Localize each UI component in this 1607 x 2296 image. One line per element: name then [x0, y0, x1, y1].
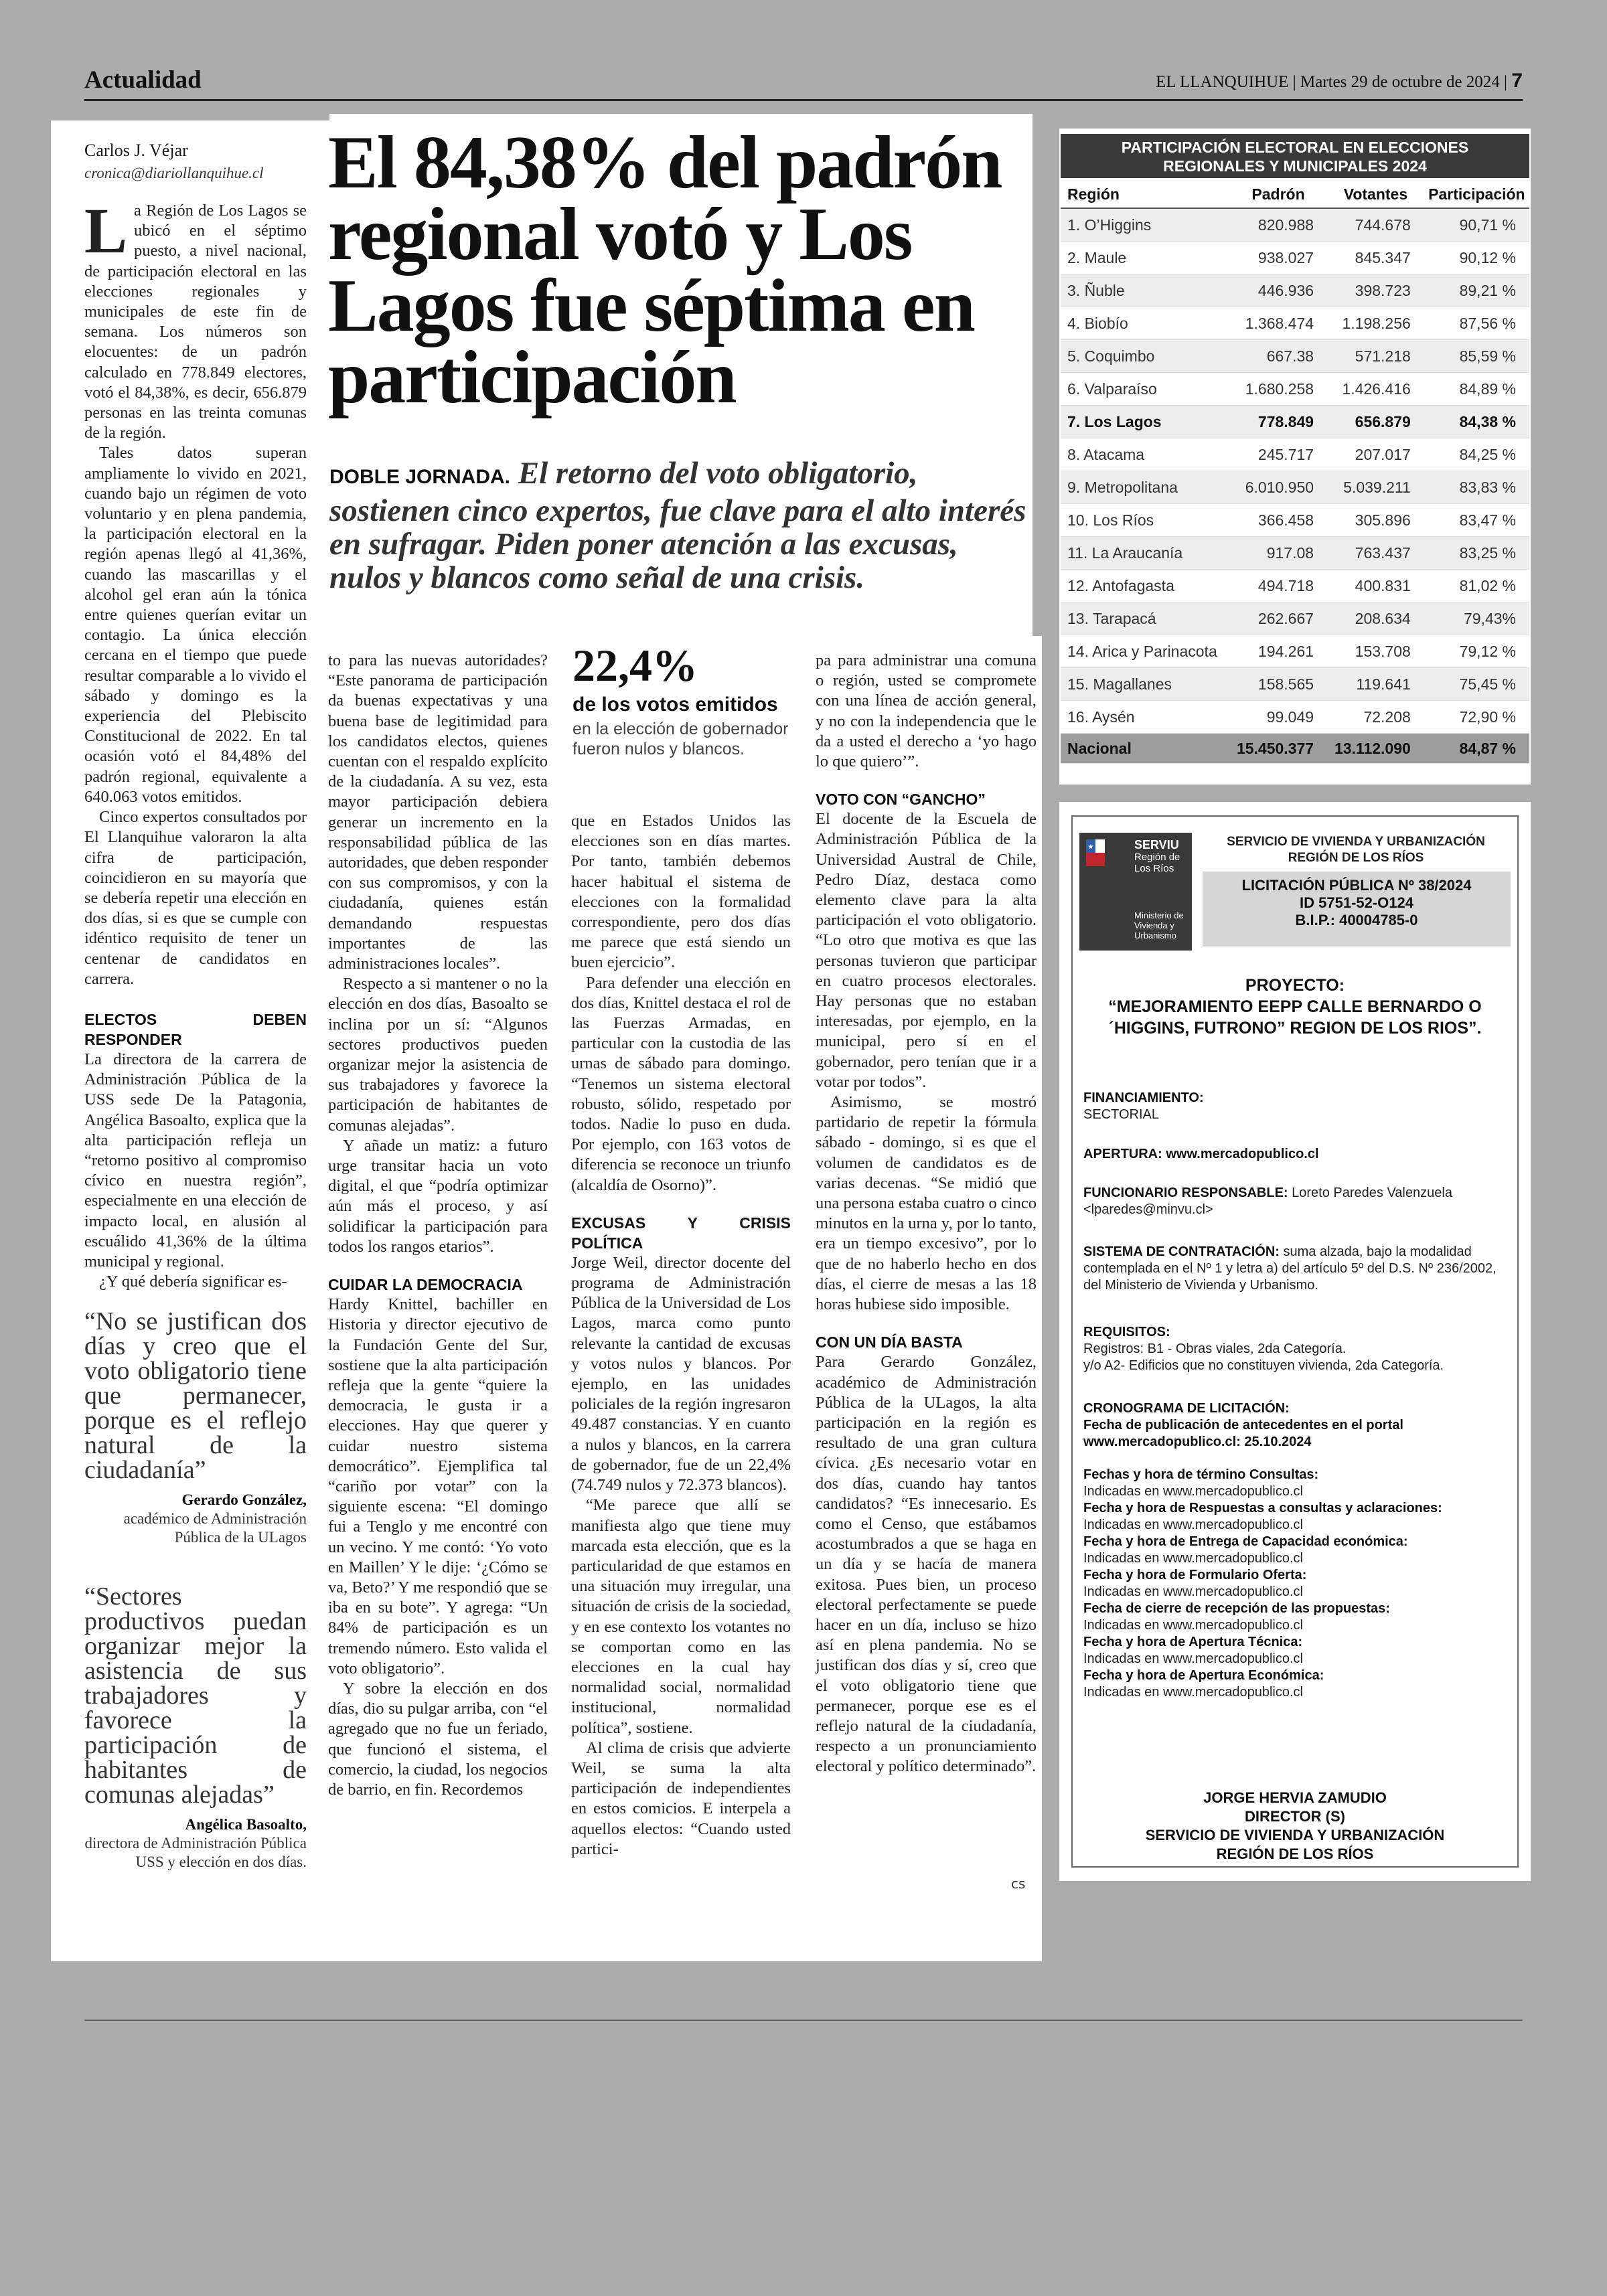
cell-region: 14. Arica y Parinacota — [1061, 635, 1229, 668]
byline — [84, 139, 312, 185]
cell-votantes: 571.218 — [1327, 340, 1424, 373]
cell-participacion: 84,25 % — [1424, 438, 1529, 471]
cell-region: 3. Ñuble — [1061, 274, 1229, 307]
cell-region: 16. Aysén — [1061, 701, 1229, 734]
table-row — [1061, 602, 1529, 635]
subhead: EXCUSAS Y CRISIS POLÍTICA — [571, 1214, 791, 1252]
table-row — [1061, 307, 1529, 340]
paragraph: Jorge Weil, director docente del programa de Administración Pública de la Universidad de Los Lagos, marca como punto relevante la cantidad de excusas y votos nulos y blancos. Por ejemplo, en las unidades policiales de la región ingresaron 49.487 constancias. Y en cuanto a nulos y blancos, en la carrera de gobernador, fue de un 22,4% (74.749 nulos y 72.373 blancos). — [571, 1253, 791, 1495]
subhead: CON UN DÍA BASTA — [816, 1333, 963, 1351]
cell-votantes: 1.426.416 — [1327, 373, 1424, 406]
cell-participacion: 84,89 % — [1424, 373, 1529, 406]
cell-region: 5. Coquimbo — [1061, 340, 1229, 373]
cell-participacion: 75,45 % — [1424, 668, 1529, 701]
paragraph: El docente de la Escuela de Administración Pública de la Universidad Austral de Chile, Pedro Díaz, destaca como elemento clave para la alta participación el voto obligatorio. “Lo otro que motiva es que las personas tuvieron que participar en cuatro procesos electorales. Hay personas que no estaban interesadas, por ejemplo, en la municipal, pero sí en el gobernador, pero tenían que ir a votar por todos”. — [816, 810, 1037, 1091]
table-row — [1061, 701, 1529, 734]
article-column-1 — [84, 195, 307, 1872]
cell-participacion: 84,87 % — [1424, 734, 1529, 764]
paragraph: que en Estados Unidos las elecciones son en días martes. Por tanto, también debemos hacer habitual el sistema de elecciones con la formalidad correspondiente, pero dos días me parece que está siendo un buen ejercicio”. — [571, 812, 791, 972]
table-total-row — [1061, 734, 1529, 764]
paragraph: La directora de la carrera de Administración Pública de la USS sede De la Patagonia, Angélica Basoalto, explica que la alta participación refleja un “retorno positivo al compromiso cívico en nuestra región”, especialmente en una elección de impacto local, en alusión al escuálido 41,36% de la última municipal y regional. — [84, 1050, 307, 1270]
table-title: PARTICIPACIÓN ELECTORAL EN ELECCIONES REGIONALES Y MUNICIPALES 2024 — [1061, 134, 1529, 178]
table-row — [1061, 570, 1529, 602]
contracting-section: SISTEMA DE CONTRATACIÓN: suma alzada, bajo la modalidad contemplada en el Nº 1 y letra a) del artículo 5º del D.S. Nº 236/2002, del Ministerio de Vivienda y Urbanismo. — [1083, 1244, 1497, 1293]
paragraph: pa para administrar una comuna o región, usted se compromete con una línea de acción general, y no con la independencia que le da a usted el derecho a ‘yo hago lo que quiero’”. — [816, 651, 1037, 771]
cell-votantes: 208.634 — [1327, 602, 1424, 635]
cell-participacion: 79,12 % — [1424, 635, 1529, 668]
table-row — [1061, 504, 1529, 537]
author-name: Carlos J. Véjar — [84, 141, 188, 160]
article-column-3 — [571, 811, 791, 1860]
drop-cap: L — [84, 195, 128, 266]
cell-votantes: 5.039.211 — [1327, 471, 1424, 504]
cell-votantes: 744.678 — [1327, 208, 1424, 242]
cell-padron: 99.049 — [1229, 701, 1327, 734]
cell-participacion: 83,25 % — [1424, 537, 1529, 570]
subhead: VOTO CON “GANCHO” — [816, 791, 986, 809]
schedule-section: CRONOGRAMA DE LICITACIÓN: Fecha de publicación de antecedentes en el portal www.mercadopublico.cl: 25.10.2024 Fechas y hora de término Consultas: Indicadas en www.mercadopublico.cl Fecha y hora de Respuestas a consultas y aclaraciones: Indicadas en www.mercadopublico.cl Fecha y hora de Entrega de Capacidad económica: Indicadas en www.mercadopublico.cl Fecha y hora de Formulario Oferta: Indicadas en www.mercadopublico.cl Fecha de cierre de recepción de las propuestas: Indicadas en www.mercadopublico.cl Fecha y hora de Apertura Técnica: Indicadas en www.mercadopublico.cl Fecha y hora de Apertura Económica: Indicadas en www.mercadopublico.cl — [1083, 1400, 1512, 1701]
deck — [329, 457, 1032, 594]
cell-votantes: 763.437 — [1327, 537, 1424, 570]
author-email[interactable]: cronica@diariollanquihue.cl — [84, 165, 264, 181]
cell-padron: 494.718 — [1229, 570, 1327, 602]
table-row — [1061, 274, 1529, 307]
cell-region: 7. Los Lagos — [1061, 406, 1229, 438]
col-header-padron: Padrón — [1229, 181, 1327, 208]
pull-quote: “No se justifican dos días y creo que el voto obligatorio tiene que permanecer, porque es el reflejo natural de la ciudadanía” — [84, 1307, 307, 1485]
ad-organization: SERVICIO DE VIVIENDA Y URBANIZACIÓN REGIÓN DE LOS RÍOS — [1227, 835, 1485, 865]
officer-email[interactable]: <lparedes@minvu.cl> — [1083, 1202, 1213, 1217]
logo-ministry: Ministerio de Vivienda y Urbanismo — [1134, 910, 1184, 940]
cell-votantes: 656.879 — [1327, 406, 1424, 438]
cell-region: 13. Tarapacá — [1061, 602, 1229, 635]
officer-section: FUNCIONARIO RESPONSABLE: Loreto Paredes Valenzuela <lparedes@minvu.cl> — [1083, 1185, 1452, 1217]
col-header-region: Región — [1061, 181, 1229, 208]
footer-rule — [84, 2020, 1523, 2021]
cell-participacion: 87,56 % — [1424, 307, 1529, 340]
project-title: PROYECTO: “MEJORAMIENTO EEPP CALLE BERNARDO O´HIGGINS, FUTRONO” REGION DE LOS RIOS”. — [1108, 976, 1482, 1038]
cell-region: 8. Atacama — [1061, 438, 1229, 471]
cell-votantes: 398.723 — [1327, 274, 1424, 307]
cell-participacion: 83,47 % — [1424, 504, 1529, 537]
table-row — [1061, 537, 1529, 570]
table-row — [1061, 406, 1529, 438]
pull-quote: “Sectores productivos puedan organizar mejor la asistencia de sus trabajadores y favorece la participación de habitantes de comunas alejadas” — [84, 1582, 307, 1809]
cell-padron: 158.565 — [1229, 668, 1327, 701]
cell-padron: 938.027 — [1229, 242, 1327, 274]
table-row — [1061, 668, 1529, 701]
deck-text: El retorno del voto obligatorio, sostienen cinco expertos, fue clave para el alto interés en sufragar. Piden poner atención a las excusas, nulos y blancos como señal de una crisis. — [329, 456, 1026, 595]
page-number: 7 — [1511, 70, 1523, 92]
cell-votantes: 207.017 — [1327, 438, 1424, 471]
cell-padron: 366.458 — [1229, 504, 1327, 537]
quote-attribution: Gerardo González, académico de Administración Pública de la ULagos — [123, 1491, 307, 1546]
paragraph: Para Gerardo González, académico de Administración Pública de la ULagos, la alta participación en la región es resultado de una gran cultura cívica. ¿Es necesario votar en dos días, cuando hay tantos candidatos? “Es innecesario. Es como el Censo, que estábamos acostumbrados a que se haga en un día y se hacía de manera exitosa. Pues bien, un proceso electoral perfectamente se puede hacer en un día, incluso se hizo así en plena pandemia. No se justifican dos días y sí, creo que el voto obligatorio tiene que permanecer, porque ese es el reflejo natural de la ciudadanía, respecto a un pronunciamiento electoral y político determinado”. — [816, 1353, 1037, 1776]
cell-padron: 1.680.258 — [1229, 373, 1327, 406]
schedule-item: Fecha y hora de Apertura Técnica: Indicadas en www.mercadopublico.cl — [1083, 1635, 1303, 1666]
issue-date: Martes 29 de octubre de 2024 — [1300, 73, 1500, 91]
quote-attribution: Angélica Basoalto, directora de Administración Pública USS y elección en dos días. — [84, 1816, 307, 1871]
subhead: ELECTOS DEBEN RESPONDER — [84, 1010, 307, 1048]
cell-votantes: 845.347 — [1327, 242, 1424, 274]
cell-padron: 446.936 — [1229, 274, 1327, 307]
cell-participacion: 85,59 % — [1424, 340, 1529, 373]
cell-padron: 245.717 — [1229, 438, 1327, 471]
col-header-participacion: Participación — [1424, 181, 1529, 208]
cell-region: 12. Antofagasta — [1061, 570, 1229, 602]
cell-padron: 917.08 — [1229, 537, 1327, 570]
cell-padron: 667.38 — [1229, 340, 1327, 373]
requirements-section: REQUISITOS: Registros: B1 - Obras viales, 2da Categoría. y/o A2- Edificios que no constituyen vivienda, 2da Categoría. — [1083, 1325, 1444, 1373]
cell-region: 4. Biobío — [1061, 307, 1229, 340]
opening-section: APERTURA: www.mercadopublico.cl — [1083, 1147, 1319, 1161]
cell-region: 11. La Araucanía — [1061, 537, 1229, 570]
cell-participacion: 90,12 % — [1424, 242, 1529, 274]
cell-region: 10. Los Ríos — [1061, 504, 1229, 537]
paragraph: ¿Y qué debería significar es- — [99, 1273, 287, 1291]
cell-participacion: 89,21 % — [1424, 274, 1529, 307]
cell-votantes: 13.112.090 — [1327, 734, 1424, 764]
schedule-item: Fecha y hora de Entrega de Capacidad económica: Indicadas en www.mercadopublico.cl — [1083, 1534, 1408, 1566]
participation-table — [1061, 181, 1529, 764]
table-row — [1061, 340, 1529, 373]
logo-text: SERVIU Región de Los Ríos — [1134, 838, 1180, 874]
cell-padron: 778.849 — [1229, 406, 1327, 438]
cell-padron: 15.450.377 — [1229, 734, 1327, 764]
cell-votantes: 400.831 — [1327, 570, 1424, 602]
chile-flag-icon — [1086, 839, 1105, 866]
table-row — [1061, 208, 1529, 242]
cell-padron: 194.261 — [1229, 635, 1327, 668]
cell-votantes: 153.708 — [1327, 635, 1424, 668]
paragraph: La Región de Los Lagos se ubicó en el séptimo puesto, a nivel nacional, de participación electoral en las elecciones regionales y municipales de este fin de semana. Los números son elocuentes: de un padrón calculado en 778.849 electores, votó el 84,38%, es decir, 656.879 personas en las treinta comunas de la región. — [84, 195, 307, 442]
table-row — [1061, 438, 1529, 471]
cell-padron: 1.368.474 — [1229, 307, 1327, 340]
paragraph: Y sobre la elección en dos días, dio su pulgar arriba, con “el agregado que no fue un feriado, que funcionó el sistema, el comercio, la ciudad, los negocios de barrio, en fin. Recordemos — [328, 1679, 548, 1799]
cell-votantes: 1.198.256 — [1327, 307, 1424, 340]
cell-participacion: 83,83 % — [1424, 471, 1529, 504]
article-column-4 — [816, 651, 1037, 1777]
cell-region: 15. Magallanes — [1061, 668, 1229, 701]
paragraph: “Me parece que allí se manifiesta algo que tiene muy marcada esta elección, que es la particularidad de que estamos en una situación muy irregular, una situación de crisis de la sociedad, y en ese contexto los votantes no se comportan como en las elecciones en la cual hay normalidad social, normalidad institucional, normalidad política”, sostiene. — [571, 1496, 791, 1737]
cell-votantes: 119.641 — [1327, 668, 1424, 701]
paragraph: Tales datos superan ampliamente lo vivido en 2021, cuando bajo un régimen de voto voluntario y en plena pandemia, la participación electoral en la región apenas llegó al 41,36%, cuando las mascarillas y el alcohol gel eran aún la tónica entre quienes querían evitar un contagio. La única elección cercana en el tiempo que puede resultar comparable a lo vivido el sábado y domingo es la experiencia del Plebiscito Constitucional de 2022. En tal ocasión votó el 84,48% del padrón regional, equivalente a 640.063 votos emitidos. — [84, 444, 307, 806]
schedule-item: Fecha de cierre de recepción de las propuestas: Indicadas en www.mercadopublico.cl — [1083, 1601, 1390, 1633]
cell-participacion: 90,71 % — [1424, 208, 1529, 242]
cell-participacion: 72,90 % — [1424, 701, 1529, 734]
svg-text:★: ★ — [1087, 843, 1094, 851]
cell-participacion: 79,43% — [1424, 602, 1529, 635]
schedule-item: Fecha y hora de Apertura Económica: Indicadas en www.mercadopublico.cl — [1083, 1668, 1324, 1700]
cell-region: 9. Metropolitana — [1061, 471, 1229, 504]
cell-region: 1. O’Higgins — [1061, 208, 1229, 242]
paragraph: Asimismo, se mostró partidario de repetir la fórmula sábado - domingo, si es que el volumen de candidatos es de varias decenas. “Se midió que una persona estaba cuatro o cinco minutos en la urna y, por lo tanto, era un tiempo excesivo”, por lo que de no haberlo hecho en dos días, el cierre de mesas a las 18 horas hubiese sido imposible. — [816, 1093, 1037, 1314]
section-title: Actualidad — [84, 66, 202, 94]
article-column-2 — [328, 651, 548, 1800]
cell-region: 6. Valparaíso — [1061, 373, 1229, 406]
paragraph: to para las nuevas autoridades? “Este panorama de participación da buenas expectativas y una buena base de legitimidad para los candidatos electos, quienes cuentan con el respaldo explícito de la ciudadanía. A su vez, esta mayor participación debiera generar un incremento en la responsabilidad pública de las autoridades, que deben responder con sus compromisos, y con la ciudadanía, quienes están demandando respuestas importantes de las administraciones locales”. — [328, 651, 548, 973]
cell-participacion: 84,38 % — [1424, 406, 1529, 438]
paragraph: Cinco expertos consultados por El Llanquihue valoraron la alta cifra de participación, coincidieron en su mayoría que se debería repetir una elección en dos días, si es que se cumple con idéntico requisito de tener un centenar de candidatos en carrera. — [84, 808, 307, 988]
cell-participacion: 81,02 % — [1424, 570, 1529, 602]
header-rule — [84, 99, 1523, 101]
cell-votantes: 72.208 — [1327, 701, 1424, 734]
table-header-row — [1061, 181, 1529, 208]
cell-votantes: 305.896 — [1327, 504, 1424, 537]
cell-padron: 820.988 — [1229, 208, 1327, 242]
masthead-info: EL LLANQUIHUE | Martes 29 de octubre de 2024 | 7 — [1156, 70, 1523, 92]
end-mark: cs — [1011, 1876, 1026, 1892]
headline: El 84,38% del padrón regional votó y Los Lagos fue séptima en participación — [328, 121, 1002, 419]
table-row — [1061, 635, 1529, 668]
paragraph: Y añade un matiz: a futuro urge transitar hacia un voto digital, el que “podría optimizar aún más el proceso, y así solidificar la participación para todos los rangos etarios”. — [328, 1136, 548, 1256]
schedule-item: Fecha y hora de Respuestas a consultas y aclaraciones: Indicadas en www.mercadopublico.cl — [1083, 1501, 1442, 1532]
funding-section: FINANCIAMIENTO: SECTORIAL — [1083, 1090, 1204, 1122]
paragraph: Al clima de crisis que advierte Weil, se suma la alta participación de independientes en estos comicios. E interpela a aquellos electos: “Cuando usted partici- — [571, 1738, 791, 1858]
paragraph: Respecto a si mantener o no la elección en dos días, Basoalto se inclina por un sí: “Algunos sectores productivos pueden organizar mejor la asistencia de sus trabajadores y favorece la participación de habitantes de comunas alejadas”. — [328, 975, 548, 1135]
stat-label: de los votos emitidos — [572, 693, 778, 716]
paragraph: Para defender una elección en dos días, Knittel destaca el rol de las Fuerzas Armadas, en particular con la custodia de las urnas de sábado para domingo. “Tenemos un sistema electoral robusto, sólido, respetado por todos. Nadie lo puso en duda. Por ejemplo, con 163 votos de diferencia se reconoce un triunfo (alcaldía de Osorno)”. — [571, 973, 791, 1194]
cell-padron: 6.010.950 — [1229, 471, 1327, 504]
schedule-item: Fechas y hora de término Consultas: Indicadas en www.mercadopublico.cl — [1083, 1467, 1319, 1499]
cell-padron: 262.667 — [1229, 602, 1327, 635]
cell-region: 2. Maule — [1061, 242, 1229, 274]
tender-id-box: LICITACIÓN PÚBLICA Nº 38/2024 ID 5751-52-O124 B.I.P.: 40004785-0 — [1203, 872, 1511, 947]
cell-region: Nacional — [1061, 734, 1229, 764]
paper-name: EL LLANQUIHUE — [1156, 73, 1289, 91]
signature-block: JORGE HERVIA ZAMUDIO DIRECTOR (S) SERVICIO DE VIVIENDA Y URBANIZACIÓN REGIÓN DE LOS RÍOS — [1145, 1789, 1445, 1862]
col-header-votantes: Votantes — [1327, 181, 1424, 208]
stat-description: en la elección de gobernador fueron nulos y blancos. — [572, 720, 789, 758]
table-row — [1061, 242, 1529, 274]
subhead: CUIDAR LA DEMOCRACIA — [328, 1276, 523, 1294]
table-row — [1061, 471, 1529, 504]
table-row — [1061, 373, 1529, 406]
paragraph: Hardy Knittel, bachiller en Historia y director ejecutivo de la Fundación Gente del Sur, sostiene que la alta participación refleja que la gente “quiere la democracia, le gusta ir a elecciones. Hay que querer y cuidar nuestro sistema democrático”. Ejemplifica tal “cariño por votar” con la siguiente escena: “El domingo fui a Tenglo y me encontré con un vecino. Y me contó: ‘Yo voto en Maillen’ Y le dije: ‘¿Cómo se va, Beto?’ Y me respondió que se iba en su bote”. Y agrega: “Un 84% de participación es un tremendo número. Esto valida el voto obligatorio”. — [328, 1295, 548, 1677]
kicker: DOBLE JORNADA. — [329, 466, 511, 488]
schedule-item: Fecha y hora de Formulario Oferta: Indicadas en www.mercadopublico.cl — [1083, 1568, 1307, 1599]
stat-number: 22,4% — [572, 640, 698, 691]
